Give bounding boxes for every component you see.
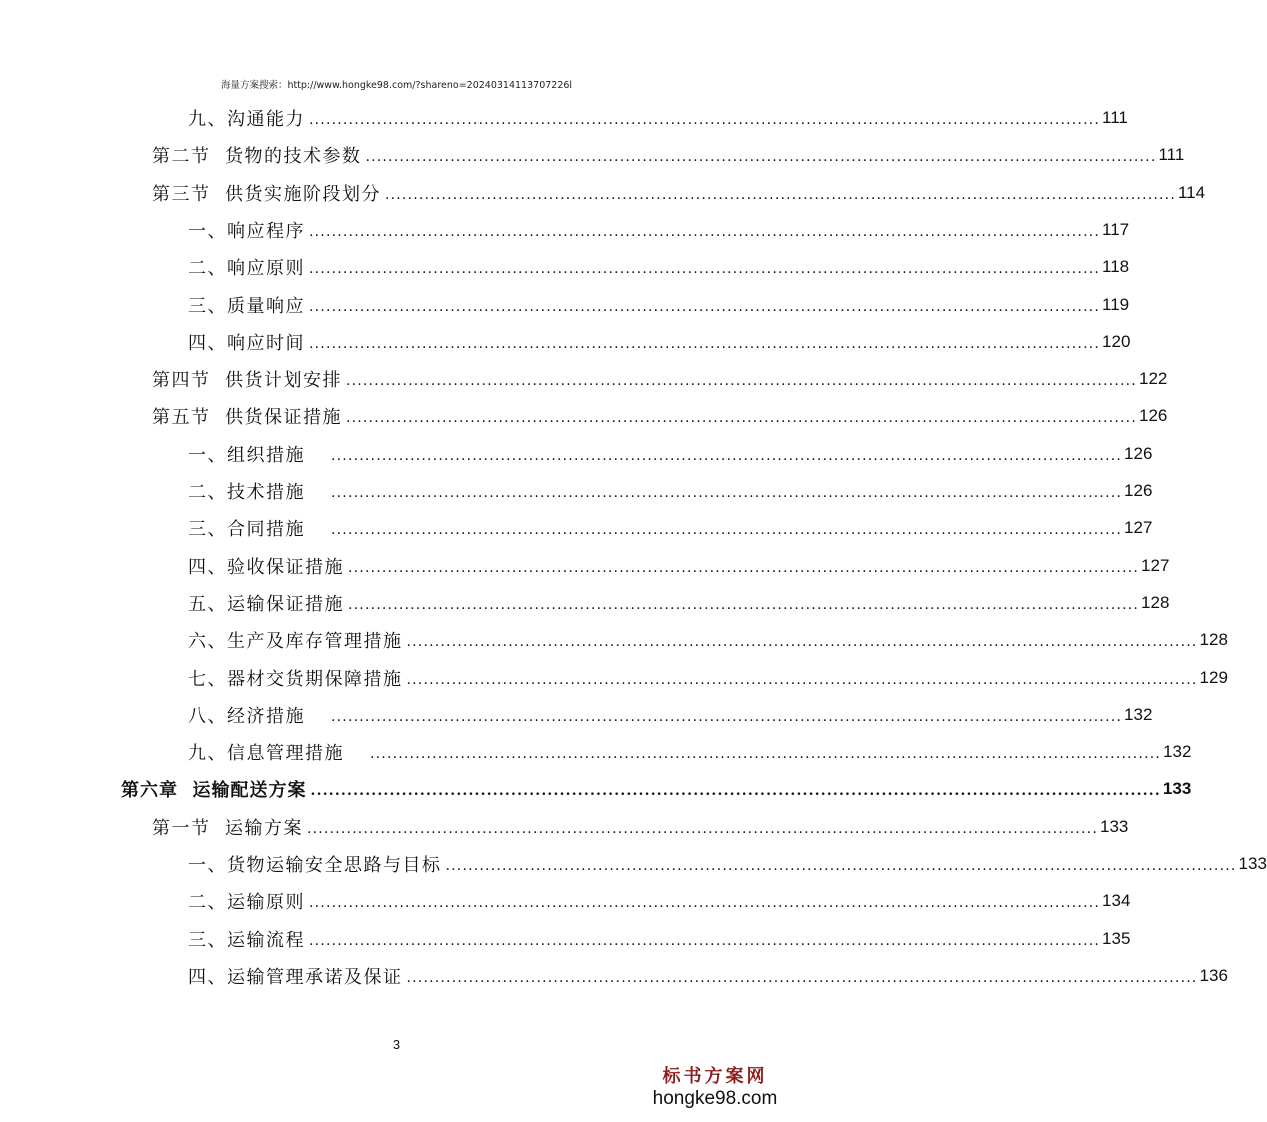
toc-entry-page: 133 bbox=[1238, 854, 1267, 873]
toc-entry-page: 133 bbox=[1099, 816, 1129, 836]
toc-entry-page: 119 bbox=[1102, 294, 1130, 314]
toc-entry-page: 129 bbox=[1199, 667, 1228, 687]
toc-entry[interactable] bbox=[188, 289, 1130, 321]
page-header: 海量方案搜索：http://www.hongke98.com/?shareno=20240314113707226l bbox=[220, 80, 573, 91]
toc-dot-leader: ............................................................................................................................................ bbox=[406, 671, 1198, 688]
toc-entry[interactable] bbox=[188, 662, 1228, 694]
toc-entry[interactable] bbox=[188, 102, 1128, 134]
toc-dot-leader: ............................................................................................................................................ bbox=[348, 596, 1140, 613]
toc-entry-page: 126 bbox=[1138, 406, 1168, 426]
toc-entry-title: 一、货物运输安全思路与目标 bbox=[188, 855, 442, 876]
toc-dot-leader: ............................................................................................................................................ bbox=[331, 485, 1123, 501]
toc-entry-page: 114 bbox=[1177, 182, 1206, 202]
toc-entry[interactable] bbox=[152, 363, 1168, 395]
toc-entry-page: 122 bbox=[1138, 369, 1168, 389]
toc-entry-title: 四、响应时间 bbox=[188, 332, 305, 354]
toc-entry-title: 二、运输原则 bbox=[188, 892, 305, 914]
toc-entry-page: 117 bbox=[1102, 219, 1130, 239]
toc-entry-title: 八、经济措施 bbox=[188, 705, 305, 727]
toc-entry-title: 第二节 货物的技术参数 bbox=[152, 146, 362, 168]
toc-entry-page: 126 bbox=[1124, 481, 1153, 500]
toc-entry-title: 四、运输管理承诺及保证 bbox=[188, 966, 403, 988]
toc-entry-page: 133 bbox=[1162, 779, 1192, 799]
toc-entry-page: 127 bbox=[1141, 555, 1170, 575]
toc-entry[interactable] bbox=[188, 699, 1153, 731]
toc-entry-title: 七、器材交货期保障措施 bbox=[188, 668, 403, 690]
toc-dot-leader: ............................................................................................................................................ bbox=[406, 969, 1198, 986]
toc-entry-page: 128 bbox=[1141, 592, 1170, 612]
toc-dot-leader: ............................................................................................................................................ bbox=[310, 783, 1161, 800]
toc-dot-leader: ............................................................................................................................................ bbox=[384, 186, 1176, 203]
toc-entry-page: 111 bbox=[1102, 108, 1128, 127]
toc-dot-leader: ............................................................................................................................................ bbox=[370, 746, 1162, 763]
toc-entry[interactable] bbox=[152, 177, 1206, 209]
toc-entry[interactable] bbox=[152, 139, 1185, 171]
toc-entry-page: 120 bbox=[1102, 331, 1131, 351]
toc-entry[interactable] bbox=[188, 251, 1130, 283]
toc-entry[interactable] bbox=[188, 848, 1267, 880]
toc-dot-leader: ............................................................................................................................................ bbox=[309, 335, 1101, 352]
toc-entry-page: 118 bbox=[1102, 257, 1130, 277]
watermark-title: 标书方案网 bbox=[662, 1066, 768, 1087]
toc-entry-title: 第一节 运输方案 bbox=[152, 817, 303, 839]
toc-entry-title: 第五节 供货保证措施 bbox=[152, 407, 342, 429]
toc-entry-title: 六、生产及库存管理措施 bbox=[188, 631, 403, 653]
toc-entry-page: 126 bbox=[1124, 443, 1153, 463]
toc-dot-leader: ............................................................................................................................................ bbox=[306, 820, 1098, 837]
toc-entry-page: 134 bbox=[1102, 891, 1131, 911]
toc-entry-page: 128 bbox=[1199, 630, 1228, 650]
toc-dot-leader: ............................................................................................................................................ bbox=[348, 559, 1140, 576]
toc-entry[interactable] bbox=[152, 811, 1129, 843]
toc-entry-title: 五、运输保证措施 bbox=[188, 593, 344, 615]
toc-dot-leader: ............................................................................................................................................ bbox=[365, 149, 1157, 166]
toc-entry[interactable] bbox=[188, 438, 1153, 470]
toc-entry[interactable] bbox=[121, 773, 1192, 805]
toc-dot-leader: ............................................................................................................................................ bbox=[406, 634, 1198, 651]
toc-dot-leader: ............................................................................................................................................ bbox=[331, 708, 1123, 725]
toc-dot-leader: ............................................................................................................................................ bbox=[309, 895, 1101, 912]
toc-entry-title: 九、信息管理措施 bbox=[188, 743, 344, 765]
toc-entry[interactable] bbox=[188, 624, 1228, 656]
toc-dot-leader: ............................................................................................................................................ bbox=[309, 261, 1101, 278]
toc-entry[interactable] bbox=[188, 923, 1131, 955]
toc-entry-page: 127 bbox=[1124, 518, 1153, 538]
toc-entry-page: 135 bbox=[1102, 928, 1131, 948]
toc-dot-leader: ............................................................................................................................................ bbox=[309, 932, 1101, 949]
toc-entry-title: 四、验收保证措施 bbox=[188, 556, 344, 578]
toc-dot-leader: ............................................................................................................................................ bbox=[309, 223, 1101, 240]
toc-entry[interactable] bbox=[188, 960, 1228, 992]
toc-entry-title: 三、质量响应 bbox=[188, 295, 305, 317]
page-number: 3 bbox=[392, 1037, 401, 1052]
toc-entry-page: 111 bbox=[1158, 145, 1185, 165]
toc-entry-title: 二、技术措施 bbox=[188, 482, 305, 503]
watermark-logo bbox=[651, 1066, 779, 1110]
toc-entry[interactable] bbox=[188, 475, 1153, 507]
toc-entry[interactable] bbox=[188, 512, 1153, 544]
toc-dot-leader: ............................................................................................................................................ bbox=[331, 522, 1123, 539]
toc-dot-leader: ............................................................................................................................................ bbox=[445, 858, 1237, 874]
toc-entry[interactable] bbox=[188, 214, 1130, 246]
toc-dot-leader: ............................................................................................................................................ bbox=[331, 447, 1123, 464]
toc-entry-title: 二、响应原则 bbox=[188, 258, 305, 280]
toc-entry-title: 第三节 供货实施阶段划分 bbox=[152, 183, 381, 205]
toc-entry[interactable] bbox=[188, 587, 1170, 619]
toc-entry-title: 一、组织措施 bbox=[188, 444, 305, 466]
toc-entry-title: 三、运输流程 bbox=[188, 929, 305, 951]
toc-entry[interactable] bbox=[188, 550, 1170, 582]
toc-dot-leader: ............................................................................................................................................ bbox=[345, 373, 1137, 390]
toc-entry-title: 第六章 运输配送方案 bbox=[121, 780, 307, 802]
toc-entry-page: 136 bbox=[1199, 965, 1228, 985]
toc-dot-leader: ............................................................................................................................................ bbox=[309, 112, 1101, 128]
toc-entry-title: 三、合同措施 bbox=[188, 519, 305, 541]
toc-entry-page: 132 bbox=[1163, 742, 1192, 762]
toc-entry-title: 一、响应程序 bbox=[188, 220, 305, 242]
toc-entry[interactable] bbox=[188, 326, 1131, 358]
toc-entry-title: 第四节 供货计划安排 bbox=[152, 370, 342, 392]
toc-entry[interactable] bbox=[188, 736, 1192, 768]
toc-entry-page: 132 bbox=[1124, 704, 1153, 724]
watermark-url: hongke98.com bbox=[652, 1088, 778, 1109]
toc-entry[interactable] bbox=[152, 400, 1168, 432]
toc-entry-title: 九、沟通能力 bbox=[188, 109, 305, 130]
toc-dot-leader: ............................................................................................................................................ bbox=[345, 410, 1137, 427]
toc-dot-leader: ............................................................................................................................................ bbox=[309, 298, 1101, 315]
toc-entry[interactable] bbox=[188, 885, 1131, 917]
